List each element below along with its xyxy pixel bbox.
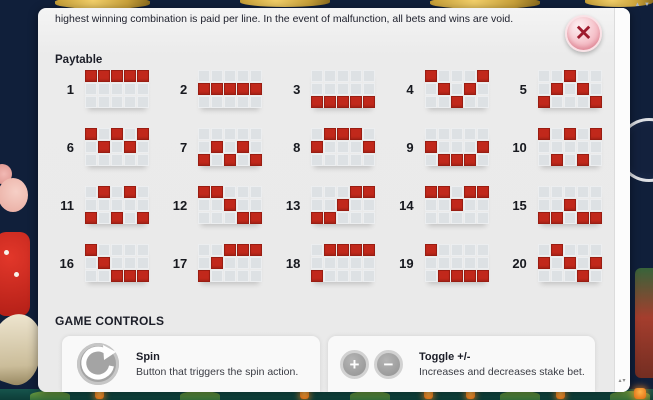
payline-number: 9 [406,139,414,155]
payline-number: 6 [66,139,74,155]
payline-pattern [85,244,149,282]
plus-icon: + [340,350,369,379]
payline-9 [392,128,505,166]
game-character-art [0,232,30,316]
payline-number: 19 [399,255,414,271]
panel-scrollbar[interactable] [614,8,630,392]
control-description: Increases and decreases stake bet. [419,365,585,378]
payline-number: 15 [512,197,527,213]
payline-14 [392,186,505,224]
payline-pattern [311,70,375,108]
payline-12 [165,186,278,224]
payline-pattern [85,186,149,224]
game-character-art [0,178,28,212]
payline-number: 3 [293,81,301,97]
payline-pattern [311,186,375,224]
control-card-toggle [328,336,595,392]
scrollbar-arrows-icon[interactable]: ▴▾ [618,378,627,384]
control-card-spin [62,336,320,392]
payline-15 [505,186,618,224]
control-description: Button that triggers the spin action. [136,365,299,378]
payline-5 [505,70,618,108]
payline-6 [52,128,165,166]
payline-11 [52,186,165,224]
payline-pattern [538,70,602,108]
payline-pattern [425,70,489,108]
paytable-panel [38,8,630,392]
payline-8 [278,128,391,166]
payline-19 [392,244,505,282]
payline-10 [505,128,618,166]
payline-2 [165,70,278,108]
payline-pattern [425,186,489,224]
game-controls-title: GAME CONTROLS [55,314,165,328]
payline-13 [278,186,391,224]
payline-7 [165,128,278,166]
payline-pattern [311,128,375,166]
payline-number: 5 [519,81,527,97]
payline-number: 8 [293,139,301,155]
payline-number: 2 [179,81,188,97]
payline-4 [392,70,505,108]
lantern-post-art [635,268,653,378]
lantern-icon [634,388,646,399]
payline-pattern [425,128,489,166]
payline-20 [505,244,618,282]
payline-pattern [198,244,262,282]
payline-number: 20 [512,255,527,271]
payline-number: 1 [66,81,74,97]
close-button[interactable] [565,15,602,52]
payline-number: 13 [285,197,301,213]
gold-decor [240,0,330,7]
payline-number: 7 [179,139,188,155]
payline-17 [165,244,278,282]
control-name: Toggle +/- [419,350,471,363]
payline-18 [278,244,391,282]
paytable-grid [52,70,618,282]
minus-icon: − [374,350,403,379]
payline-number: 10 [512,139,527,155]
payline-number: 18 [285,255,301,271]
payline-pattern [198,186,262,224]
payline-number: 17 [172,255,188,271]
paytable-title: Paytable [55,54,103,66]
rules-text: highest winning combination is paid per line. In the event of malfunction, all bets and wins are void. [55,13,514,25]
payline-pattern [198,70,262,108]
payline-pattern [538,128,602,166]
payline-3 [278,70,391,108]
spin-icon [76,342,120,386]
payline-number: 11 [60,197,74,213]
payline-16 [52,244,165,282]
payline-pattern [538,244,602,282]
payline-pattern [311,244,375,282]
payline-1 [52,70,165,108]
payline-pattern [425,244,489,282]
payline-number: 4 [406,81,414,97]
payline-number: 14 [399,197,414,213]
control-name: Spin [136,350,160,363]
payline-number: 16 [59,255,74,271]
payline-pattern [85,70,149,108]
scrollbar-arrows-icon[interactable]: ▲ ▼ [634,2,651,8]
payline-number: 12 [172,197,188,213]
payline-pattern [198,128,262,166]
payline-pattern [538,186,602,224]
close-icon: ✕ [574,22,593,45]
payline-pattern [85,128,149,166]
